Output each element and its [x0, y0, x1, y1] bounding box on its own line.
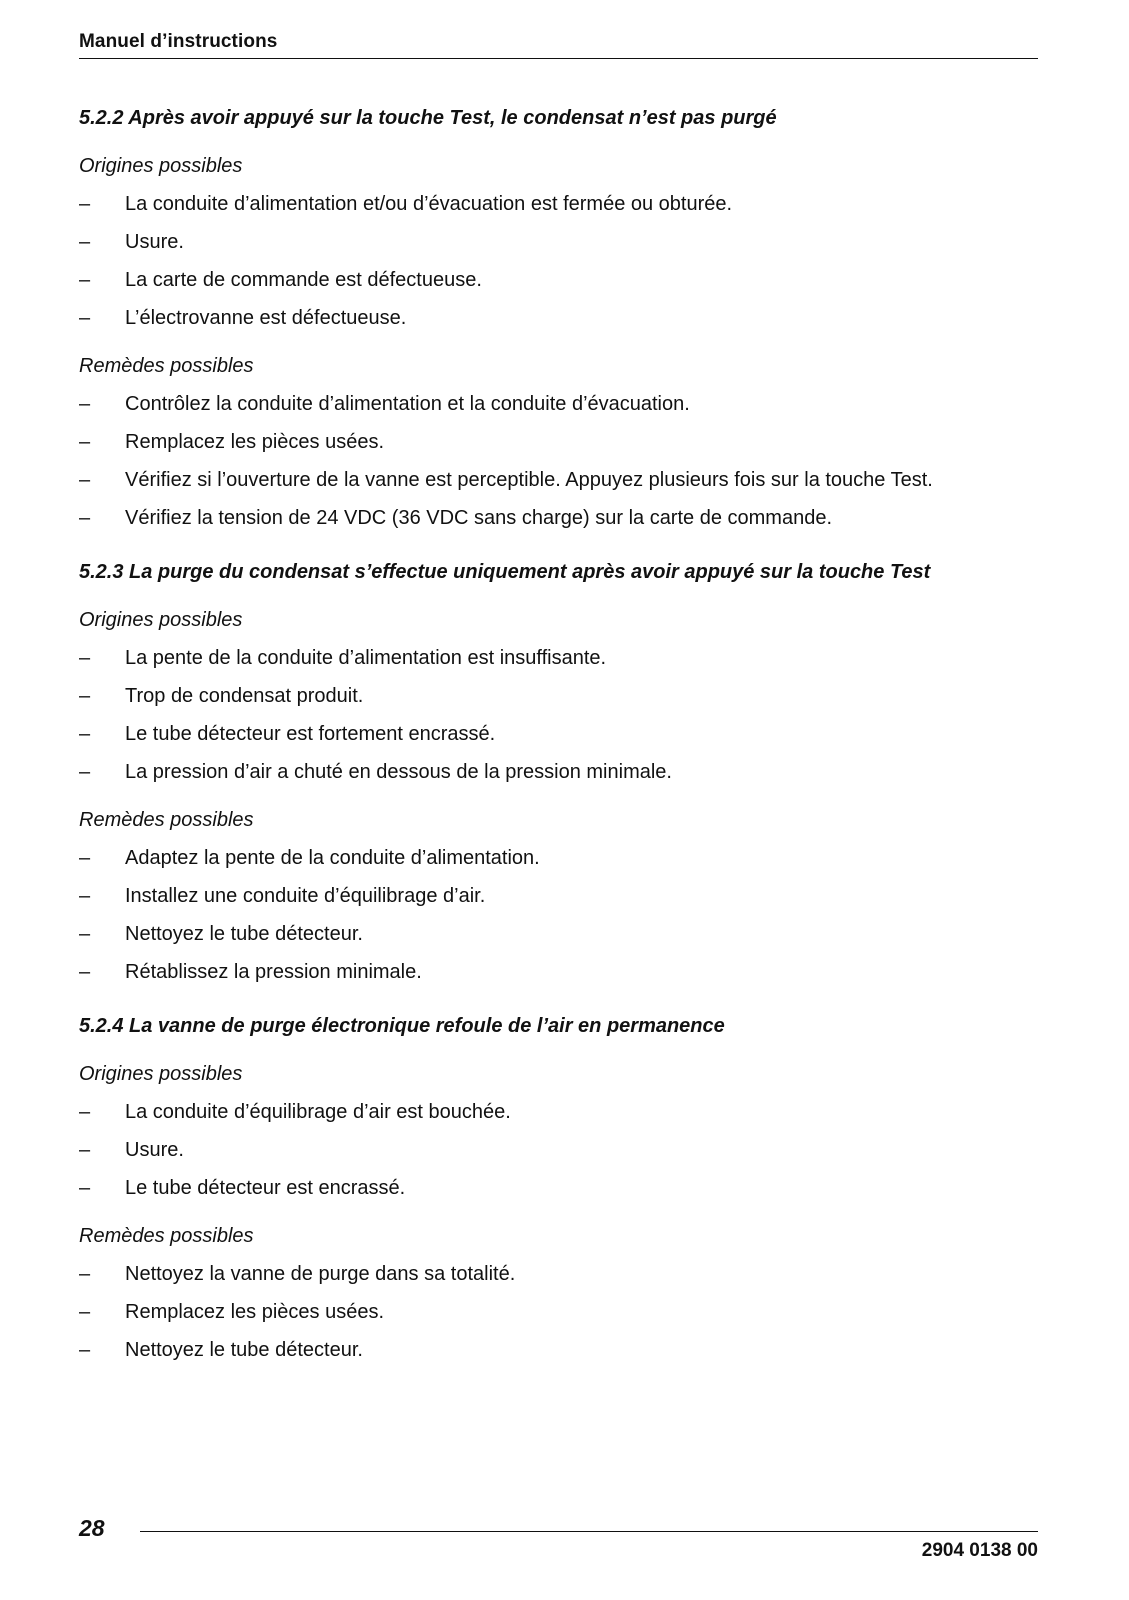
list-item-text: Nettoyez le tube détecteur. — [125, 923, 363, 945]
list-item — [79, 715, 1059, 753]
causes-list — [79, 185, 1059, 337]
list-item-text: Contrôlez la conduite d’alimentation et la conduite d’évacuation. — [125, 393, 690, 415]
remedies-list — [79, 1255, 1059, 1369]
dash-bullet: – — [79, 961, 91, 983]
section-5-2-4 — [79, 1007, 1059, 1369]
list-item — [79, 1293, 1059, 1331]
list-item — [79, 1093, 1059, 1131]
remedies-list — [79, 839, 1059, 991]
list-item-text: Adaptez la pente de la conduite d’alimentation. — [125, 847, 540, 869]
section-title: 5.2.3 La purge du condensat s’effectue uniquement après avoir appuyé sur la touche Test — [79, 561, 931, 583]
dash-bullet: – — [79, 847, 91, 869]
section-5-2-2 — [79, 99, 1059, 537]
dash-bullet: – — [79, 1101, 91, 1123]
remedies-label: Remèdes possibles — [79, 809, 254, 831]
list-item-text: Usure. — [125, 1139, 184, 1161]
list-item-text: La conduite d’alimentation et/ou d’évacuation est fermée ou obturée. — [125, 193, 733, 215]
list-item — [79, 185, 1059, 223]
dash-bullet: – — [79, 1339, 91, 1361]
list-item — [79, 1169, 1059, 1207]
list-item — [79, 423, 1059, 461]
list-item-text: Trop de condensat produit. — [125, 685, 364, 707]
page-header-title: Manuel d’instructions — [79, 31, 278, 52]
list-item — [79, 915, 1059, 953]
dash-bullet: – — [79, 469, 91, 491]
dash-bullet: – — [79, 231, 91, 253]
dash-bullet: – — [79, 269, 91, 291]
dash-bullet: – — [79, 307, 91, 329]
list-item-text: Installez une conduite d’équilibrage d’air. — [125, 885, 486, 907]
causes-label: Origines possibles — [79, 609, 243, 631]
list-item — [79, 639, 1059, 677]
list-item-text: La pente de la conduite d’alimentation est insuffisante. — [125, 647, 607, 669]
footer-rule — [140, 1531, 1038, 1532]
list-item — [79, 877, 1059, 915]
list-item-text: La pression d’air a chuté en dessous de la pression minimale. — [125, 761, 672, 783]
dash-bullet: – — [79, 885, 91, 907]
list-item — [79, 385, 1059, 423]
list-item-text: L’électrovanne est défectueuse. — [125, 307, 407, 329]
list-item — [79, 839, 1059, 877]
list-item — [79, 1131, 1059, 1169]
list-item-text: Nettoyez le tube détecteur. — [125, 1339, 363, 1361]
remedies-list — [79, 385, 1059, 537]
list-item-text: La conduite d’équilibrage d’air est bouchée. — [125, 1101, 511, 1123]
section-5-2-3 — [79, 553, 1059, 991]
list-item-text: La carte de commande est défectueuse. — [125, 269, 482, 291]
dash-bullet: – — [79, 1139, 91, 1161]
list-item — [79, 499, 1059, 537]
causes-label: Origines possibles — [79, 155, 243, 177]
dash-bullet: – — [79, 431, 91, 453]
list-item — [79, 461, 1059, 499]
list-item — [79, 1331, 1059, 1369]
remedies-label: Remèdes possibles — [79, 355, 254, 377]
list-item-text: Usure. — [125, 231, 184, 253]
dash-bullet: – — [79, 507, 91, 529]
list-item-text: Vérifiez si l’ouverture de la vanne est perceptible. Appuyez plusieurs fois sur la touche Test. — [125, 469, 933, 491]
list-item — [79, 223, 1059, 261]
dash-bullet: – — [79, 923, 91, 945]
list-item-text: Le tube détecteur est fortement encrassé. — [125, 723, 496, 745]
section-title: 5.2.4 La vanne de purge électronique refoule de l’air en permanence — [79, 1015, 725, 1037]
list-item-text: Le tube détecteur est encrassé. — [125, 1177, 406, 1199]
list-item-text: Nettoyez la vanne de purge dans sa totalité. — [125, 1263, 516, 1285]
dash-bullet: – — [79, 193, 91, 215]
list-item-text: Remplacez les pièces usées. — [125, 1301, 385, 1323]
dash-bullet: – — [79, 393, 91, 415]
remedies-label: Remèdes possibles — [79, 1225, 254, 1247]
dash-bullet: – — [79, 685, 91, 707]
dash-bullet: – — [79, 1263, 91, 1285]
list-item — [79, 261, 1059, 299]
causes-label: Origines possibles — [79, 1063, 243, 1085]
dash-bullet: – — [79, 761, 91, 783]
list-item — [79, 299, 1059, 337]
list-item-text: Vérifiez la tension de 24 VDC (36 VDC sans charge) sur la carte de commande. — [125, 507, 833, 529]
list-item — [79, 753, 1059, 791]
list-item-text: Rétablissez la pression minimale. — [125, 961, 422, 983]
causes-list — [79, 639, 1059, 791]
list-item — [79, 677, 1059, 715]
header-rule — [79, 58, 1038, 59]
section-title: 5.2.2 Après avoir appuyé sur la touche Test, le condensat n’est pas purgé — [79, 107, 777, 129]
list-item — [79, 953, 1059, 991]
dash-bullet: – — [79, 1177, 91, 1199]
list-item — [79, 1255, 1059, 1293]
document-number: 2904 0138 00 — [921, 1540, 1038, 1561]
dash-bullet: – — [79, 723, 91, 745]
list-item-text: Remplacez les pièces usées. — [125, 431, 385, 453]
dash-bullet: – — [79, 647, 91, 669]
causes-list — [79, 1093, 1059, 1207]
dash-bullet: – — [79, 1301, 91, 1323]
page-number: 28 — [79, 1515, 105, 1541]
